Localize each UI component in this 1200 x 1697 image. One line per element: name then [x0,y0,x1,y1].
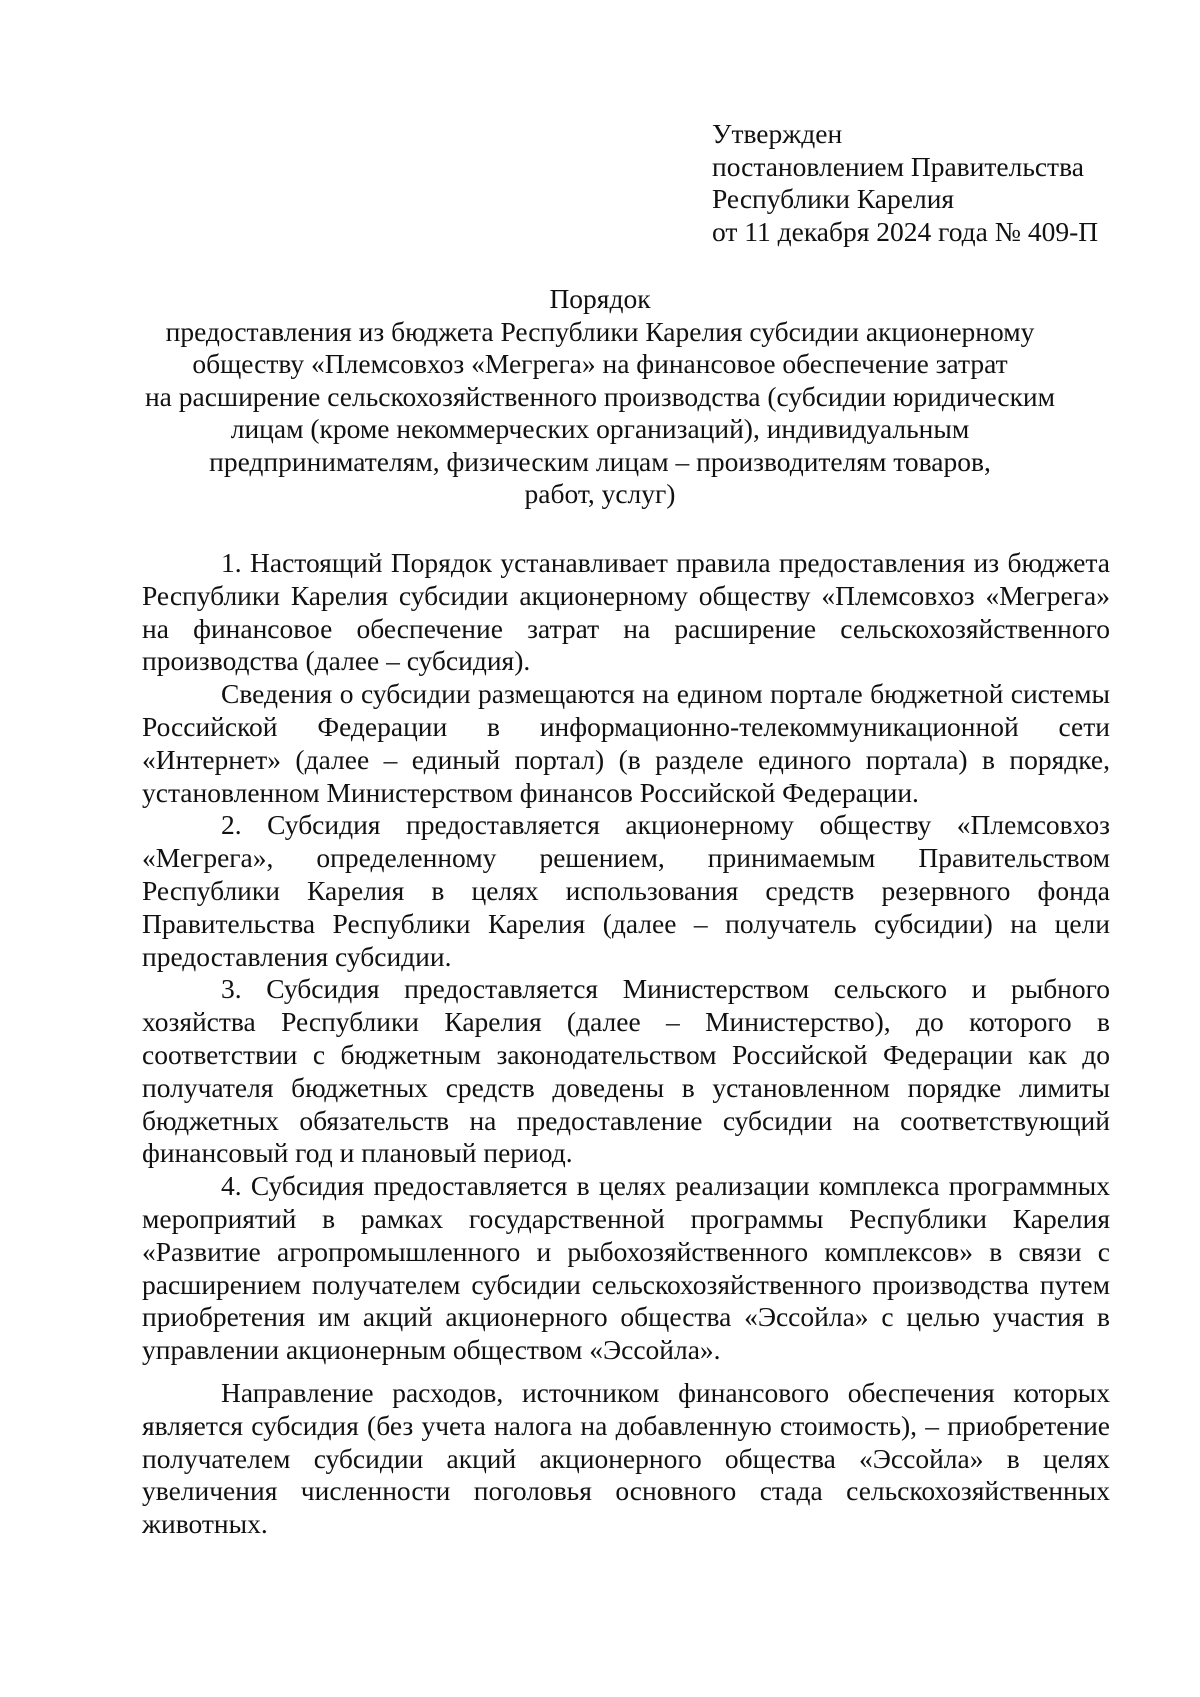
paragraph-2: 2. Субсидия предоставляется акционерному обществу «Племсовхоз «Мегрега», определенному решением, принимаемым Правительством Республики Карелия в целях использования средств резервного фонда Правительства Республики Карелия (далее – получатель субсидии) на цели предоставления субсидии. [142,809,1110,972]
paragraph-1: 1. Настоящий Порядок устанавливает правила предоставления из бюджета Республики Карелия субсидии акционерному обществу «Племсовхоз «Мегрега» на финансовое обеспечение затрат на расширение сельскохозяйственного производства (далее – субсидия). [142,547,1110,677]
title-line: предпринимателям, физическим лицам – производителям товаров, [209,445,991,477]
approval-line: Республики Карелия [712,183,955,214]
title-line: на расширение сельскохозяйственного производства (субсидии юридическим [144,380,1056,412]
approval-line: от 11 декабря 2024 года № 409-П [712,215,1099,247]
paragraph-3: 3. Субсидия предоставляется Министерством сельского и рыбного хозяйства Республики Карелия (далее – Министерство), до которого в соответствии с бюджетным законодательством Российской Федерации как до получателя бюджетных средств доведены в установленном порядке лимиты бюджетных обязательств на предоставление субсидии на соответствующий финансовый год и плановый период. [142,973,1110,1169]
document-body [142,547,1110,1541]
paragraph-4-expenses: Направление расходов, источником финансового обеспечения которых является субсидия (без учета налога на добавленную стоимость), – приобретение получателем субсидии акций акционерного общества «Эссойла» в целях увеличения численности поголовья основного стада сельскохозяйственных животных. [142,1376,1110,1540]
document-title [100,283,1100,511]
title-line: работ, услуг) [524,478,676,509]
paragraph-1-portal: Сведения о субсидии размещаются на едином портале бюджетной системы Российской Федерации в информационно-телекоммуникационной сети «Интернет» (далее – единый портал) (в разделе единого портала) в порядке, установленном Министерством финансов Российской Федерации. [142,678,1110,808]
title-line: предоставления из бюджета Республики Карелия субсидии акционерному [165,315,1035,347]
approval-line: постановлением Правительства [712,150,1084,182]
paragraph-4: 4. Субсидия предоставляется в целях реализации комплекса программных мероприятий в рамках государственной программы Республики Карелия «Развитие агропромышленного и рыбохозяйственного комплексов» в связи с расширением получателем субсидии сельскохозяйственного производства путем приобретения им акций акционерного общества «Эссойла» с целью участия в управлении акционерным обществом «Эссойла». [142,1170,1110,1366]
title-line: лицам (кроме некоммерческих организаций), индивидуальным [230,413,970,444]
title-heading: Порядок [549,283,651,314]
approval-stamp [712,118,1152,248]
approval-line: Утвержден [712,118,843,149]
title-line: обществу «Племсовхоз «Мегрега» на финансовое обеспечение затрат [192,348,1008,379]
